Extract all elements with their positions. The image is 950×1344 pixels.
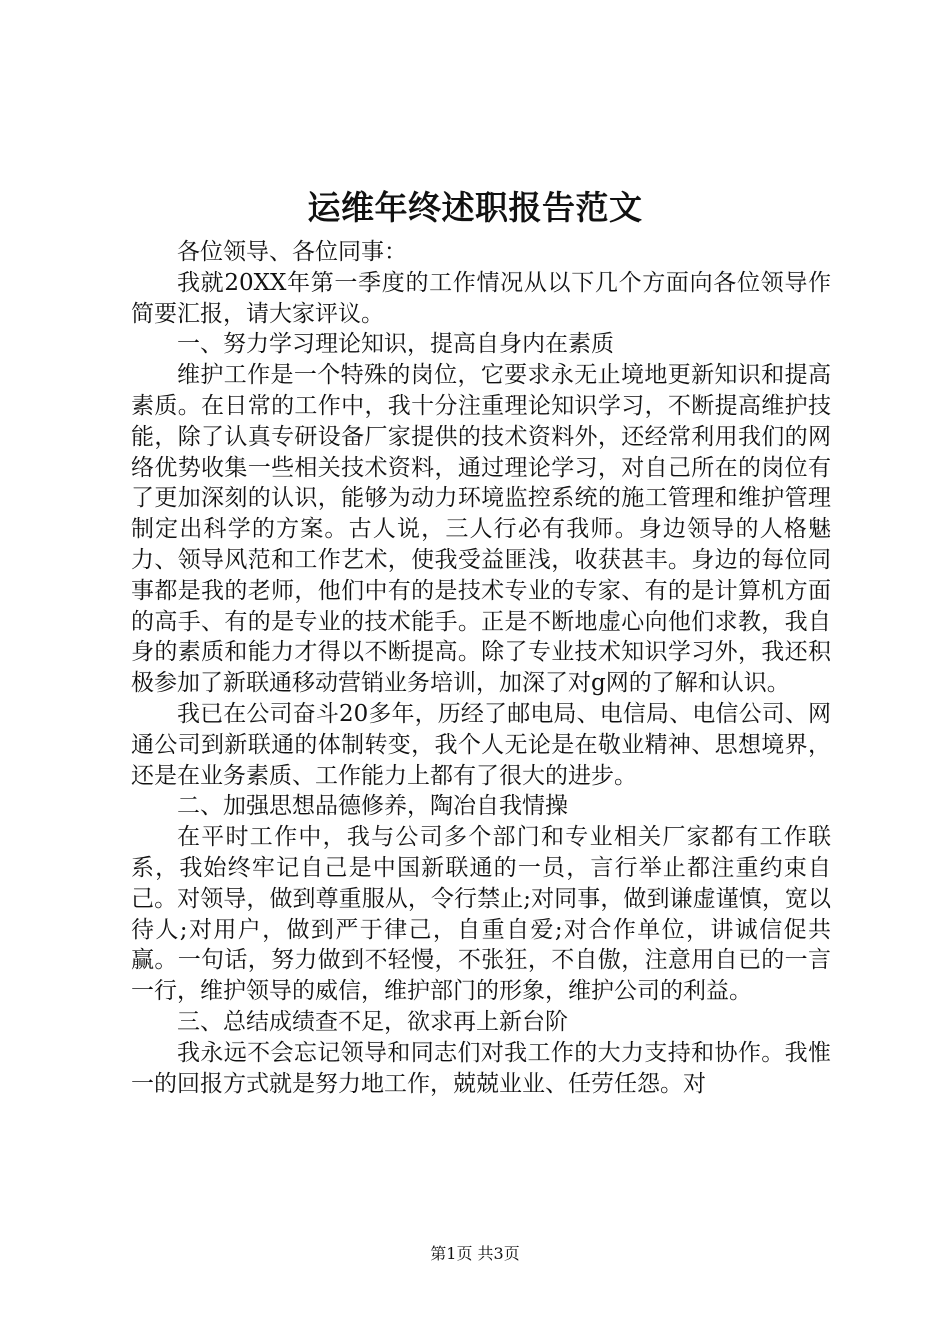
section-heading-1: 一、努力学习理论知识，提高自身内在素质 (177, 331, 614, 358)
body-paragraph: 我已在公司奋斗20多年，历经了邮电局、电信局、电信公司、网通公司到新联通的体制转变，我个人无论是在敬业精神、思想境界，还是在业务素质、工作能力上都有了很大的进步。 (131, 700, 831, 789)
document-title: 运维年终述职报告范文 (307, 188, 643, 227)
intro-paragraph: 我就20XX年第一季度的工作情况从以下几个方面向各位领导作简要汇报，请大家评议。 (131, 269, 831, 327)
page-number-footer: 第1页 共3页 (430, 1244, 520, 1263)
section-heading-2: 二、加强思想品德修养，陶冶自我情操 (177, 793, 568, 820)
document-body (131, 237, 831, 1099)
salutation-paragraph: 各位领导、各位同事： (177, 239, 407, 265)
section-heading-3: 三、总结成绩查不足，欲求再上新台阶 (177, 1008, 568, 1035)
body-paragraph: 维护工作是一个特殊的岗位，它要求永无止境地更新知识和提高素质。在日常的工作中，我十分注重理论知识学习，不断提高维护技能，除了认真专研设备厂家提供的技术资料外，还经常利用我们的网络优势收集一些相关技术资料，通过理论学习，对自己所在的岗位有了更加深刻的认识，能够为动力环境监控系统的施工管理和维护管理制定出科学的方案。古人说，三人行必有我师。身边领导的人格魅力、领导风范和工作艺术，使我受益匪浅，收获甚丰。身边的每位同事都是我的老师，他们中有的是技术专业的专家、有的是计算机方面的高手、有的是专业的技术能手。正是不断地虚心向他们求教，我自身的素质和能力才得以不断提高。除了专业技术知识学习外，我还积极参加了新联通移动营销业务培训，加深了对g网的了解和认识。 (131, 362, 831, 697)
body-paragraph: 在平时工作中，我与公司多个部门和专业相关厂家都有工作联系，我始终牢记自己是中国新联通的一员，言行举止都注重约束自己。对领导，做到尊重服从，令行禁止;对同事，做到谦虚谨慎，宽以待人;对用户，做到严于律己，自重自爱;对合作单位，讲诚信促共赢。一句话，努力做到不轻慢，不张狂，不自傲，注意用自已的一言一行，维护领导的威信，维护部门的形象，维护公司的利益。 (131, 824, 831, 1005)
body-paragraph: 我永远不会忘记领导和同志们对我工作的大力支持和协作。我惟一的回报方式就是努力地工作，兢兢业业、任劳任怨。对 (131, 1039, 831, 1097)
